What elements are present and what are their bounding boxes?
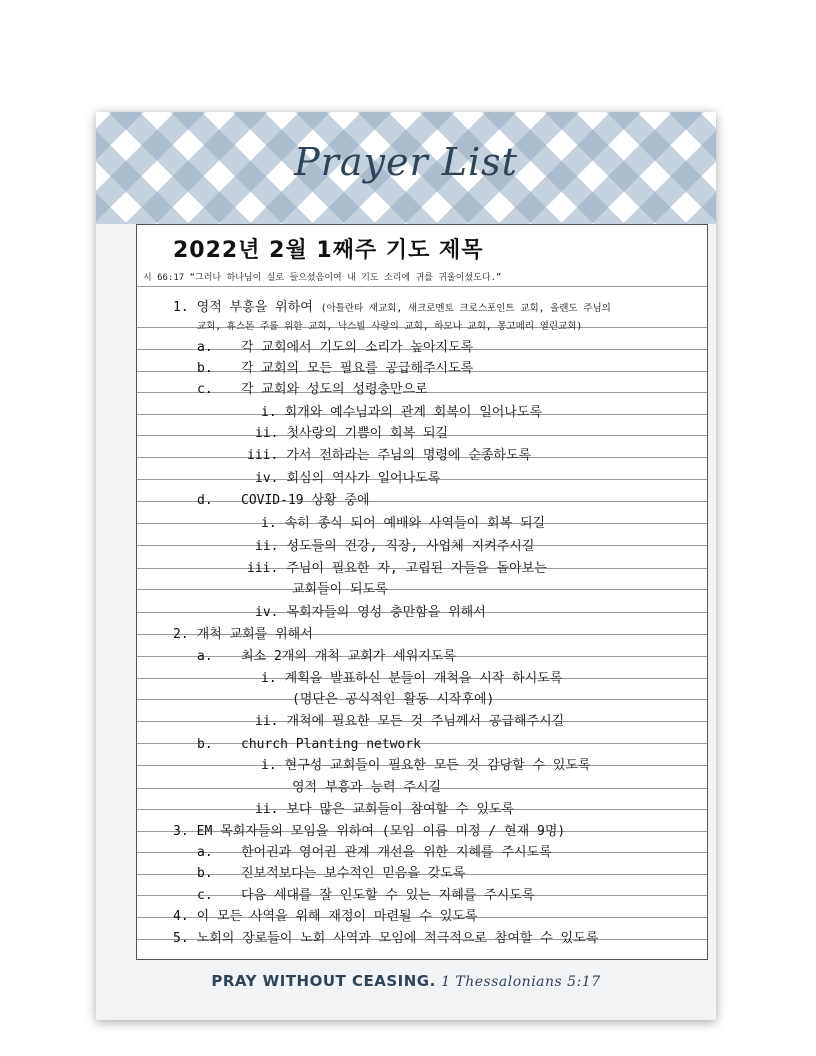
item-text: church Planting network: [241, 737, 422, 752]
prayer-item: [261, 758, 591, 774]
item-text: 각 교회에서 기도의 소리가 높아지도록: [241, 340, 474, 355]
item-marker: ii.: [255, 714, 279, 729]
item-marker: d.: [197, 493, 213, 508]
prayer-item: [197, 737, 422, 753]
prayer-item: [292, 582, 388, 598]
item-text: EM 목회자들의 모임을 위하여 (모임 이름 미정 / 현재 9명): [196, 824, 566, 839]
item-text: 진보적보다는 보수적인 믿음을 갖도록: [241, 866, 466, 881]
prayer-item: [255, 802, 514, 818]
prayer-item: [292, 692, 494, 708]
prayer-item: [197, 649, 456, 665]
ruled-line: [137, 589, 707, 590]
item-text: 각 교회의 모든 필요를 공급해주시도록: [241, 361, 474, 376]
ruled-line: [137, 501, 707, 502]
card-title: Prayer List: [294, 140, 518, 184]
prayer-item: [173, 300, 611, 317]
item-marker: 2.: [173, 627, 189, 642]
item-note: (아틀란타 새교회, 새크로멘토 크로스포인트 교회, 올랜도 주님의: [320, 303, 611, 314]
item-marker: b.: [197, 361, 213, 376]
item-text: 영적 부흥과 능력 주시길: [292, 780, 442, 795]
item-marker: c.: [197, 888, 213, 903]
prayer-item: [197, 318, 582, 335]
item-marker: iv.: [255, 605, 279, 620]
prayer-item: [255, 714, 564, 730]
card-footer: [96, 972, 716, 990]
item-text: 한어권과 영어권 관계 개선을 위한 지혜를 주시도록: [241, 845, 552, 860]
item-text: 회심의 역사가 일어나도록: [286, 471, 441, 486]
footer-motto: PRAY WITHOUT CEASING.: [211, 972, 436, 990]
prayer-item: [173, 909, 478, 925]
item-marker: i.: [261, 516, 277, 531]
item-marker: ii.: [255, 426, 279, 441]
prayer-list-card: [96, 112, 716, 1020]
prayer-item: [197, 382, 428, 398]
prayer-item: [197, 845, 552, 861]
item-text: 영적 부흥을 위하여: [196, 300, 313, 315]
prayer-item: [255, 471, 440, 487]
ruled-line: [137, 286, 707, 287]
item-text: 성도들의 건강, 직장, 사업체 지켜주시길: [286, 539, 535, 554]
item-text: 교회들이 되도록: [292, 582, 388, 597]
prayer-item: [197, 866, 466, 882]
prayer-item: [255, 539, 534, 555]
prayer-item: [261, 405, 542, 421]
item-text: 속히 종식 되어 예배와 사역들이 회복 되길: [284, 516, 546, 531]
item-marker: b.: [197, 737, 213, 752]
prayer-item: [197, 493, 370, 509]
prayer-item: [197, 888, 535, 904]
scripture-verse: 시 66:17 “그러나 하나님이 실로 들으셨음이여 내 기도 소리에 귀를 귀울이셨도다.”: [143, 273, 502, 283]
item-marker: a.: [197, 649, 213, 664]
prayer-item: [173, 931, 598, 947]
item-marker: i.: [261, 671, 277, 686]
item-marker: iii.: [247, 561, 279, 576]
item-text: 현구성 교회들이 필요한 모든 것 감당할 수 있도록: [284, 758, 591, 773]
prayer-item: [255, 605, 486, 621]
prayer-item: [247, 561, 547, 577]
item-text: 개척에 필요한 모든 것 주님께서 공급해주시길: [286, 714, 565, 729]
item-marker: iv.: [255, 471, 279, 486]
prayer-item: [247, 448, 531, 464]
item-text: 최소 2개의 개척 교회가 세워지도록: [241, 649, 456, 664]
prayer-item: [255, 426, 448, 442]
item-marker: i.: [261, 405, 277, 420]
item-text: 주님이 필요한 자, 고립된 자들을 돌아보는: [286, 561, 547, 576]
item-marker: 5.: [173, 931, 189, 946]
item-text: 다음 세대를 잘 인도할 수 있는 지혜를 주시도록: [241, 888, 535, 903]
item-text: 각 교회와 성도의 성령충만으로: [241, 382, 428, 397]
item-text: 개척 교회를 위해서: [196, 627, 313, 642]
item-text: (명단은 공식적인 활동 시작후에): [292, 692, 495, 707]
item-marker: iii.: [247, 448, 279, 463]
item-text: 첫사랑의 기쁨이 회복 되길: [286, 426, 449, 441]
item-marker: c.: [197, 382, 213, 397]
prayer-item: [197, 361, 474, 377]
sheet-heading: 2022년 2월 1째주 기도 제목: [173, 238, 484, 263]
prayer-item: [173, 824, 565, 840]
item-text: 계획을 발표하신 분들이 개척을 시작 하시도록: [284, 671, 563, 686]
item-marker: a.: [197, 845, 213, 860]
item-text: 보다 많은 교회들이 참여할 수 있도록: [286, 802, 514, 817]
prayer-item: [261, 671, 562, 687]
footer-reference: 1 Thessalonians 5:17: [441, 974, 601, 990]
item-text: 목회자들의 영성 충만함을 위해서: [286, 605, 486, 620]
ruled-line: [137, 743, 707, 744]
item-marker: ii.: [255, 539, 279, 554]
item-marker: 3.: [173, 824, 189, 839]
prayer-item: [261, 516, 545, 532]
prayer-sheet: [136, 224, 708, 960]
prayer-item: [197, 340, 474, 356]
item-marker: a.: [197, 340, 213, 355]
item-text: 노회의 장로들이 노회 사역과 모임에 적극적으로 참여할 수 있도록: [196, 931, 599, 946]
item-text: 회개와 예수님과의 관계 회복이 일어나도록: [284, 405, 543, 420]
item-marker: b.: [197, 866, 213, 881]
prayer-item: [292, 780, 441, 796]
item-text: COVID-19 상황 중에: [241, 493, 370, 508]
item-text: 가서 전하라는 주님의 명령에 순종하도록: [286, 448, 532, 463]
item-marker: 1.: [173, 300, 189, 315]
item-text: 이 모든 사역을 위해 재정이 마련될 수 있도록: [196, 909, 478, 924]
item-marker: 4.: [173, 909, 189, 924]
item-marker: ii.: [255, 802, 279, 817]
prayer-item: [173, 627, 313, 643]
item-marker: i.: [261, 758, 277, 773]
item-note: 교회, 휴스톤 주를 위한 교회, 낙스빌 사랑의 교회, 하모나 교회, 몽고메리 열린교회): [197, 321, 583, 332]
